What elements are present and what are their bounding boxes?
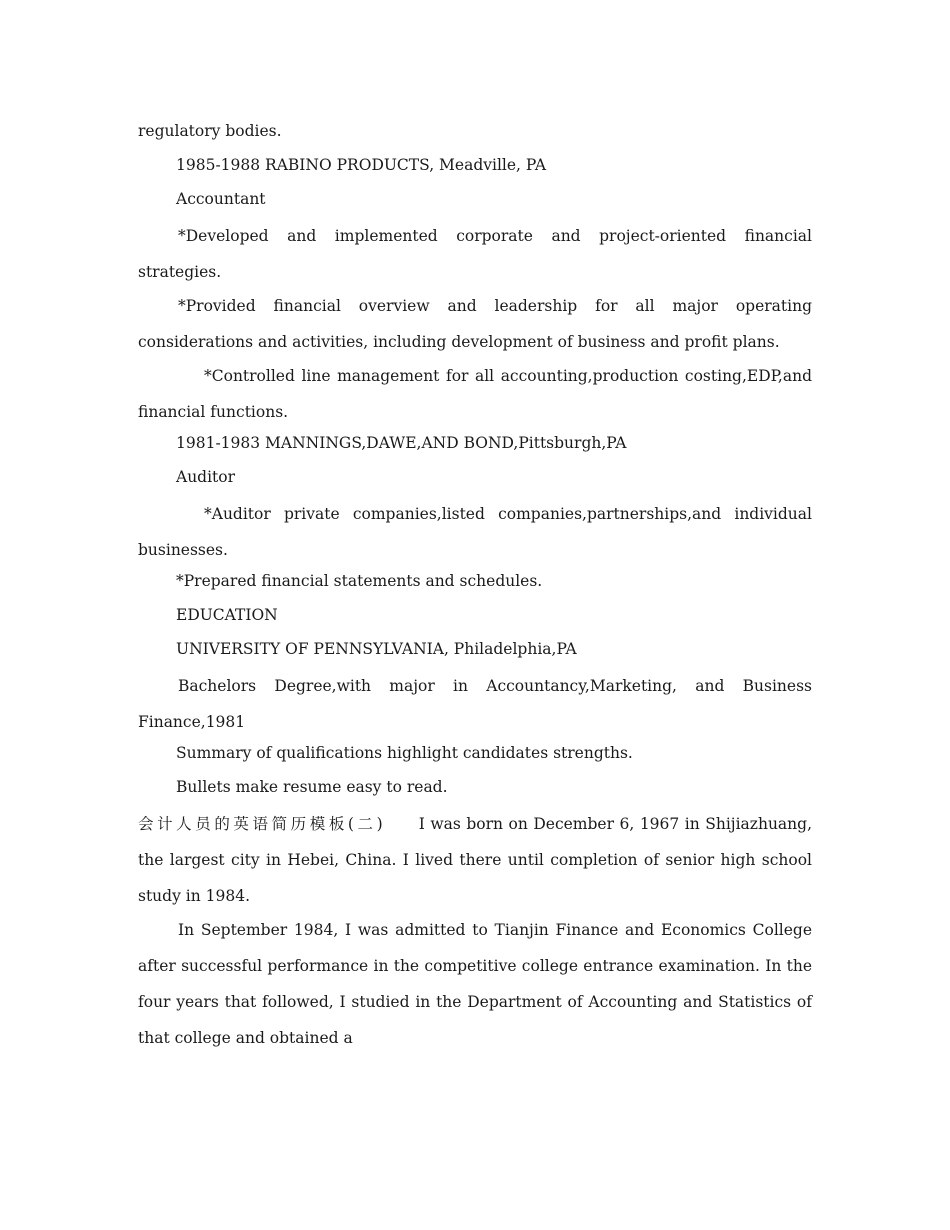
job-title-accountant: Accountant	[176, 190, 266, 208]
document-page	[138, 116, 812, 1054]
text-line: Summary of qualifications highlight candidates strengths.	[176, 744, 633, 762]
bullet-paragraph: *Controlled line management for all accounting,production costing,EDP,and financial functions.	[138, 367, 812, 421]
text-paragraph: In September 1984, I was admitted to Tianjin Finance and Economics College after successful performance in the competitive college entrance examination. In the four years that followed, I studied in the Department of Accounting and Statistics of that college and obtained a	[138, 921, 812, 1047]
chinese-heading: 会计人员的英语简历模板(二)	[138, 815, 386, 833]
job-heading-rabino: 1985-1988 RABINO PRODUCTS, Meadville, PA	[176, 156, 547, 174]
bullet-paragraph: *Auditor private companies,listed companies,partnerships,and individual businesses.	[138, 505, 812, 559]
university-line: UNIVERSITY OF PENNSYLVANIA, Philadelphia,PA	[176, 640, 577, 658]
bullet-paragraph: *Provided financial overview and leadership for all major operating considerations and activities, including development of business and profit plans.	[138, 297, 812, 351]
job-heading-mannings: 1981-1983 MANNINGS,DAWE,AND BOND,Pittsburgh,PA	[176, 434, 627, 452]
text-line: regulatory bodies.	[138, 122, 282, 140]
job-title-auditor: Auditor	[176, 468, 236, 486]
bullet-line: *Prepared financial statements and schedules.	[176, 572, 543, 590]
text-line: Bullets make resume easy to read.	[176, 778, 448, 796]
degree-paragraph: Bachelors Degree,with major in Accountancy,Marketing, and Business Finance,1981	[138, 677, 812, 731]
cover-paragraph	[138, 806, 812, 914]
bullet-paragraph: *Developed and implemented corporate and project-oriented financial strategies.	[138, 227, 812, 281]
paragraph-text: I was born on December 6, 1967 in Shijiazhuang, the largest city in Hebei, China. I lived there until completion of senior high school study in 1984.	[138, 815, 812, 905]
section-heading-education: EDUCATION	[176, 606, 278, 624]
